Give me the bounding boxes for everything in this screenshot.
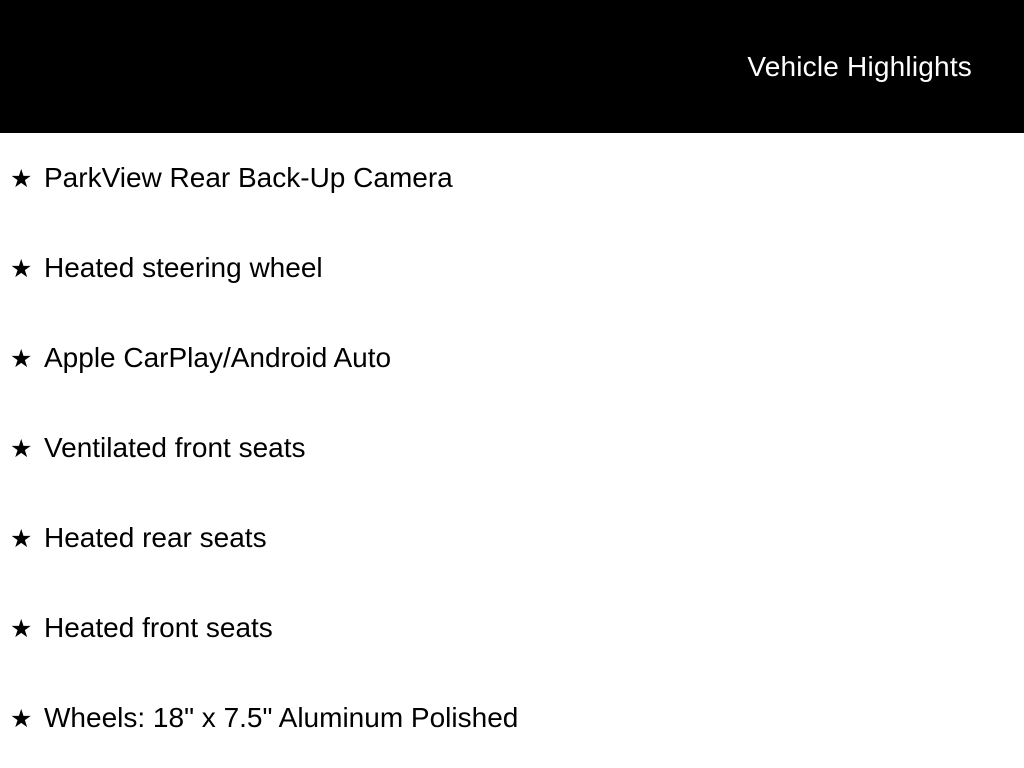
star-icon: ★ xyxy=(10,343,33,373)
star-icon: ★ xyxy=(10,433,33,463)
highlight-text: Heated rear seats xyxy=(44,522,267,554)
list-item xyxy=(0,313,1024,403)
highlight-text: ParkView Rear Back-Up Camera xyxy=(44,162,453,194)
list-item xyxy=(0,493,1024,583)
page-title: Vehicle Highlights xyxy=(747,50,972,82)
star-icon: ★ xyxy=(10,253,33,283)
highlight-text: Heated front seats xyxy=(44,612,273,644)
list-item xyxy=(0,223,1024,313)
highlights-list xyxy=(0,133,1024,763)
list-item xyxy=(0,583,1024,673)
highlight-text: Heated steering wheel xyxy=(44,252,323,284)
list-item xyxy=(0,673,1024,763)
highlight-text: Ventilated front seats xyxy=(44,432,306,464)
list-item xyxy=(0,403,1024,493)
highlight-text: Wheels: 18" x 7.5" Aluminum Polished xyxy=(44,702,519,734)
highlight-text: Apple CarPlay/Android Auto xyxy=(44,342,392,374)
list-item xyxy=(0,133,1024,223)
star-icon: ★ xyxy=(10,703,33,733)
star-icon: ★ xyxy=(10,523,33,553)
star-icon: ★ xyxy=(10,163,33,193)
header-bar xyxy=(0,0,1024,133)
star-icon: ★ xyxy=(10,613,33,643)
